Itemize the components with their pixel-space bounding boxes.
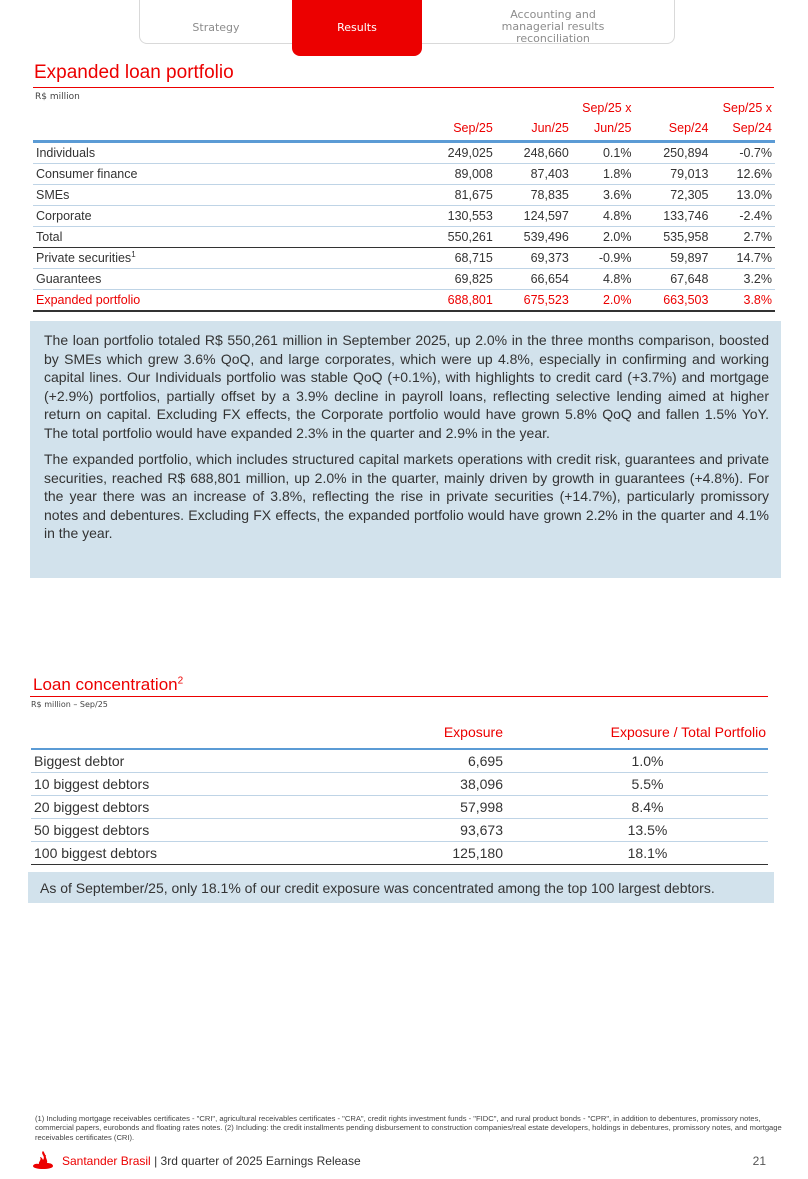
portfolio-row bbox=[33, 142, 775, 164]
row-value: 3.2% bbox=[711, 269, 775, 290]
row-value: 1.8% bbox=[572, 164, 635, 185]
row-value: 69,373 bbox=[496, 248, 572, 269]
row-value: 2.0% bbox=[572, 227, 635, 248]
row-value: -0.7% bbox=[711, 142, 775, 164]
footer-brand: Santander Brasil bbox=[62, 1154, 151, 1168]
row-value: 675,523 bbox=[496, 290, 572, 312]
portfolio-table bbox=[33, 96, 775, 312]
row-value: 2.0% bbox=[572, 290, 635, 312]
row-label-text: Expanded portfolio bbox=[36, 293, 141, 307]
row-label-text: Corporate bbox=[36, 209, 92, 223]
col-header-qoq-line2: Jun/25 bbox=[593, 121, 632, 135]
row-value: 688,801 bbox=[372, 290, 496, 312]
portfolio-commentary bbox=[30, 321, 781, 578]
row-value: 663,503 bbox=[634, 290, 711, 312]
concentration-title-text: Loan concentration bbox=[33, 675, 178, 694]
portfolio-row bbox=[33, 185, 775, 206]
row-label bbox=[33, 290, 372, 312]
row-label: Biggest debtor bbox=[31, 749, 371, 773]
row-value: 550,261 bbox=[372, 227, 496, 248]
portfolio-row bbox=[33, 206, 775, 227]
portfolio-row bbox=[33, 269, 775, 290]
concentration-row bbox=[31, 796, 768, 819]
row-value: 66,654 bbox=[496, 269, 572, 290]
col-header-qoq bbox=[572, 96, 635, 142]
row-value: 133,746 bbox=[634, 206, 711, 227]
tab-results[interactable] bbox=[292, 0, 422, 56]
footer-text bbox=[62, 1154, 361, 1168]
col-header-exposure: Exposure bbox=[371, 716, 527, 749]
footer-release: 3rd quarter of 2025 Earnings Release bbox=[160, 1154, 361, 1168]
portfolio-unit: R$ million bbox=[35, 92, 80, 102]
col-header-exposure-share: Exposure / Total Portfolio bbox=[527, 716, 768, 749]
row-exposure: 93,673 bbox=[371, 819, 527, 842]
row-value: 3.8% bbox=[711, 290, 775, 312]
concentration-header-blank bbox=[31, 716, 371, 749]
santander-flame-icon bbox=[33, 1151, 53, 1169]
row-share: 18.1% bbox=[527, 842, 768, 865]
row-label-text: Consumer finance bbox=[36, 167, 138, 181]
row-value: 4.8% bbox=[572, 206, 635, 227]
footer-separator: | bbox=[154, 1154, 158, 1168]
row-label: 10 biggest debtors bbox=[31, 773, 371, 796]
row-exposure: 57,998 bbox=[371, 796, 527, 819]
row-value: 67,648 bbox=[634, 269, 711, 290]
portfolio-row bbox=[33, 248, 775, 269]
concentration-row bbox=[31, 842, 768, 865]
row-label bbox=[33, 142, 372, 164]
portfolio-title: Expanded loan portfolio bbox=[34, 62, 234, 83]
row-label-text: Total bbox=[36, 230, 63, 244]
row-share: 13.5% bbox=[527, 819, 768, 842]
row-label bbox=[33, 185, 372, 206]
row-label bbox=[33, 269, 372, 290]
concentration-title bbox=[33, 675, 183, 695]
row-value: 248,660 bbox=[496, 142, 572, 164]
row-value: 68,715 bbox=[372, 248, 496, 269]
row-share: 1.0% bbox=[527, 749, 768, 773]
tab-accounting-label: Accounting and managerial results reconciliation bbox=[501, 8, 605, 45]
concentration-table bbox=[31, 716, 768, 865]
row-label: 50 biggest debtors bbox=[31, 819, 371, 842]
row-value: 4.8% bbox=[572, 269, 635, 290]
row-value: -2.4% bbox=[711, 206, 775, 227]
col-header-sep24: Sep/24 bbox=[634, 96, 711, 142]
row-value: 2.7% bbox=[711, 227, 775, 248]
commentary-paragraph: The expanded portfolio, which includes structured capital markets operations with credit risk, guarantees and private securities, reached R$ 688,801 million, up 2.0% in the quarter, mainly driven by growth in guarantees (+4.8%). For the year there was an increase of 3.8%, reflecting the rise in private securities (+14.7%), particularly promissory notes and debentures. Excluding FX effects, the expanded portfolio would have grown 2.2% in the quarter and 4.1% in the year. bbox=[44, 451, 769, 541]
row-value: 81,675 bbox=[372, 185, 496, 206]
col-header-yoy-line2: Sep/24 bbox=[732, 121, 772, 135]
col-header-jun25: Jun/25 bbox=[496, 96, 572, 142]
concentration-note: As of September/25, only 18.1% of our credit exposure was concentrated among the top 100 largest debtors. bbox=[28, 872, 774, 903]
portfolio-row bbox=[33, 164, 775, 185]
row-value: 79,013 bbox=[634, 164, 711, 185]
concentration-row bbox=[31, 819, 768, 842]
row-value: 250,894 bbox=[634, 142, 711, 164]
row-value: 535,958 bbox=[634, 227, 711, 248]
row-label-text: Individuals bbox=[36, 146, 96, 160]
page-footer bbox=[33, 1151, 773, 1171]
portfolio-title-rule bbox=[33, 87, 774, 88]
col-header-sep25: Sep/25 bbox=[372, 96, 496, 142]
portfolio-header-blank bbox=[33, 96, 372, 142]
concentration-row bbox=[31, 773, 768, 796]
footnotes: (1) Including mortgage receivables certificates - "CRI", agricultural receivables certificates - "CRA", credit rights investment funds - "FIDC", and rural product bonds - "CPR", in addition to debentures, promissory notes, commercial papers, eurobonds and floating rates notes. (2) Including: the credit installments pending disbursement to construction companies/real estate developers, holdings in debentures, promissory notes, and mortgage receivables certificates (CRI). bbox=[35, 1114, 782, 1142]
concentration-title-footnote: 2 bbox=[177, 675, 184, 687]
row-value: 539,496 bbox=[496, 227, 572, 248]
row-value: 59,897 bbox=[634, 248, 711, 269]
row-value: 14.7% bbox=[711, 248, 775, 269]
row-value: 87,403 bbox=[496, 164, 572, 185]
row-exposure: 6,695 bbox=[371, 749, 527, 773]
row-value: 89,008 bbox=[372, 164, 496, 185]
row-value: 130,553 bbox=[372, 206, 496, 227]
row-label: 20 biggest debtors bbox=[31, 796, 371, 819]
row-share: 5.5% bbox=[527, 773, 768, 796]
row-value: 3.6% bbox=[572, 185, 635, 206]
row-label bbox=[33, 164, 372, 185]
row-value: 124,597 bbox=[496, 206, 572, 227]
commentary-paragraph: The loan portfolio totaled R$ 550,261 million in September 2025, up 2.0% in the three months comparison, boosted by SMEs which grew 3.6% QoQ, and large corporates, which were up 4.8%, especially in confirming and working capital lines. Our Individuals portfolio was stable QoQ (+0.1%), with highlights to credit card (+3.7%) and mortgage (+2.9%) portfolios, partially offset by a 3.9% decline in payroll loans, reflecting selective lending aimed at higher return on capital. Excluding FX effects, the Corporate portfolio would have grown 5.8% QoQ and fallen 1.5% YoY. The total portfolio would have expanded 2.3% in the quarter and 2.9% in the year. bbox=[44, 332, 769, 441]
tab-strategy-label: Strategy bbox=[192, 21, 240, 34]
page-number: 21 bbox=[752, 1154, 766, 1168]
portfolio-row bbox=[33, 227, 775, 248]
row-value: 13.0% bbox=[711, 185, 775, 206]
row-value: 0.1% bbox=[572, 142, 635, 164]
row-exposure: 125,180 bbox=[371, 842, 527, 865]
concentration-title-rule bbox=[30, 696, 768, 697]
tab-results-label: Results bbox=[337, 21, 377, 34]
portfolio-row bbox=[33, 290, 775, 312]
row-label bbox=[33, 206, 372, 227]
col-header-qoq-line1: Sep/25 x bbox=[582, 101, 632, 115]
concentration-row bbox=[31, 749, 768, 773]
row-label-text: Private securities bbox=[36, 251, 132, 266]
row-value: 72,305 bbox=[634, 185, 711, 206]
row-label-text: SMEs bbox=[36, 188, 70, 202]
tab-strategy[interactable] bbox=[140, 0, 292, 44]
row-label-text: Guarantees bbox=[36, 272, 102, 286]
tab-accounting-reconciliation[interactable] bbox=[430, 0, 676, 44]
col-header-yoy bbox=[711, 96, 775, 142]
footnote-marker: 1 bbox=[131, 250, 136, 260]
row-label bbox=[33, 248, 372, 269]
row-value: 69,825 bbox=[372, 269, 496, 290]
row-exposure: 38,096 bbox=[371, 773, 527, 796]
row-value: 12.6% bbox=[711, 164, 775, 185]
col-header-yoy-line1: Sep/25 x bbox=[722, 101, 772, 115]
row-value: 78,835 bbox=[496, 185, 572, 206]
row-value: -0.9% bbox=[572, 248, 635, 269]
row-share: 8.4% bbox=[527, 796, 768, 819]
row-label bbox=[33, 227, 372, 248]
concentration-unit: R$ million – Sep/25 bbox=[31, 700, 108, 709]
row-label: 100 biggest debtors bbox=[31, 842, 371, 865]
row-value: 249,025 bbox=[372, 142, 496, 164]
